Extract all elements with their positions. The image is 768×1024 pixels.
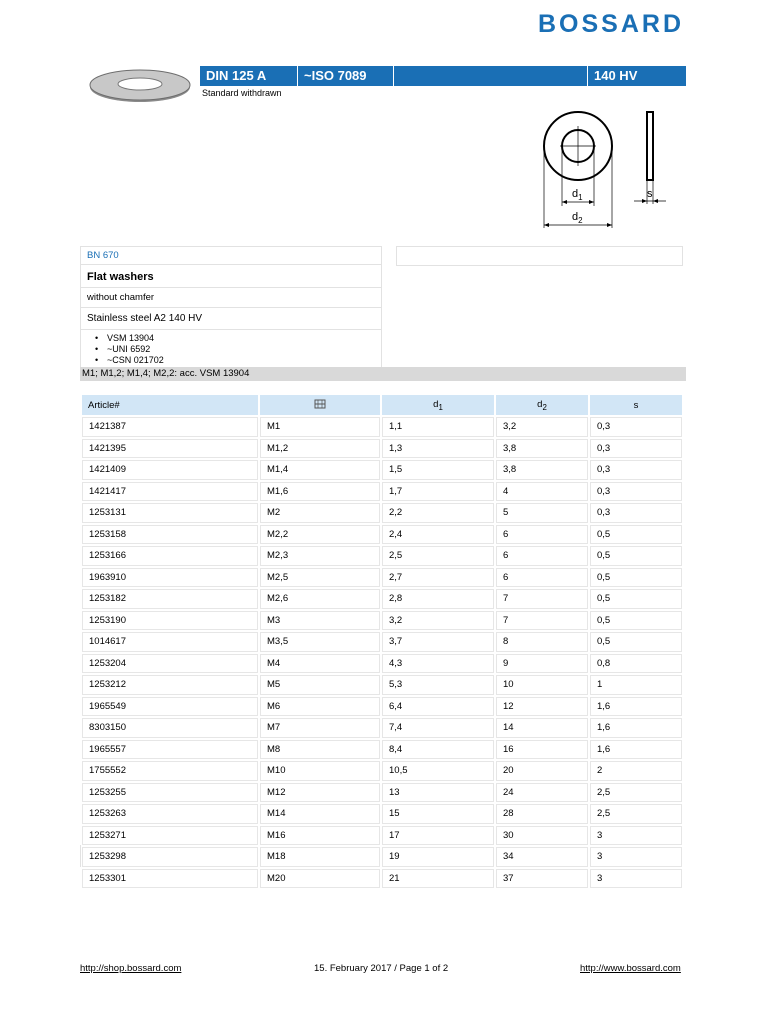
article-cell: 1253166: [82, 546, 258, 566]
footer-shop-link-wrap: [80, 963, 181, 974]
col-thread: [260, 395, 380, 415]
table-row: [82, 568, 682, 588]
status-text: Standard withdrawn: [202, 88, 282, 98]
s-cell: 0,8: [590, 654, 682, 674]
table-row: [82, 740, 682, 760]
d1-cell: 19: [382, 847, 494, 867]
article-cell: 1253298: [82, 847, 258, 867]
d1-cell: 1,1: [382, 417, 494, 437]
table-row: [82, 525, 682, 545]
article-cell: 1421387: [82, 417, 258, 437]
d2-cell: 7: [496, 611, 588, 631]
bossard-logo: BOSSARD: [538, 10, 685, 38]
table-row: [82, 826, 682, 846]
d2-cell: 5: [496, 503, 588, 523]
thread-cell: M8: [260, 740, 380, 760]
d1-cell: 1,3: [382, 439, 494, 459]
footer-site-link[interactable]: http://www.bossard.com: [580, 963, 681, 974]
table-row: [82, 439, 682, 459]
d1-cell: 17: [382, 826, 494, 846]
article-table: [80, 393, 684, 890]
table-row: [82, 460, 682, 480]
s-cell: 0,5: [590, 632, 682, 652]
d2-cell: 12: [496, 697, 588, 717]
s-cell: 3: [590, 847, 682, 867]
s-cell: 2,5: [590, 804, 682, 824]
s-cell: 1,6: [590, 740, 682, 760]
header-hardness: 140 HV: [594, 68, 638, 83]
d1-cell: 2,2: [382, 503, 494, 523]
d2-cell: 28: [496, 804, 588, 824]
article-cell: 1253190: [82, 611, 258, 631]
thread-cell: M14: [260, 804, 380, 824]
article-cell: 1421395: [82, 439, 258, 459]
d1-cell: 5,3: [382, 675, 494, 695]
s-cell: 3: [590, 869, 682, 889]
thread-cell: M6: [260, 697, 380, 717]
s-cell: 0,5: [590, 568, 682, 588]
d2-cell: 6: [496, 568, 588, 588]
article-cell: 1963910: [82, 568, 258, 588]
d2-label: $d_2$: [572, 211, 583, 225]
thread-cell: M5: [260, 675, 380, 695]
product-material: Stainless steel A2 140 HV: [80, 308, 382, 330]
d2-cell: 3,8: [496, 460, 588, 480]
d2-cell: 34: [496, 847, 588, 867]
thread-cell: M2: [260, 503, 380, 523]
s-cell: 1,6: [590, 718, 682, 738]
thread-cell: M2,6: [260, 589, 380, 609]
article-cell: 1421417: [82, 482, 258, 502]
thread-cell: M16: [260, 826, 380, 846]
d1-cell: 8,4: [382, 740, 494, 760]
standard-item: • ~CSN 021702: [95, 355, 375, 366]
d1-cell: 3,7: [382, 632, 494, 652]
d2-cell: 3,8: [496, 439, 588, 459]
table-row: [82, 783, 682, 803]
article-cell: 1421409: [82, 460, 258, 480]
d2-cell: 6: [496, 525, 588, 545]
header-empty: [394, 66, 588, 86]
washer-dimension-drawing: [530, 108, 670, 233]
s-cell: 0,3: [590, 503, 682, 523]
thread-cell: M18: [260, 847, 380, 867]
d1-cell: 7,4: [382, 718, 494, 738]
table-header-row: [82, 395, 682, 415]
article-cell: 1253131: [82, 503, 258, 523]
thread-cell: M2,5: [260, 568, 380, 588]
s-cell: 0,3: [590, 439, 682, 459]
thread-cell: M20: [260, 869, 380, 889]
table-row: [82, 847, 682, 867]
d1-label: $d_1$: [572, 188, 583, 202]
s-cell: 0,3: [590, 482, 682, 502]
table-row: [82, 804, 682, 824]
table-row: [82, 589, 682, 609]
d2-cell: 20: [496, 761, 588, 781]
col-d1: $d_1$: [382, 395, 494, 415]
article-cell: 8303150: [82, 718, 258, 738]
table-row: [82, 718, 682, 738]
washer-photo-icon: [88, 68, 192, 104]
d2-cell: 24: [496, 783, 588, 803]
footer-page-info: 15. February 2017 / Page 1 of 2: [314, 963, 449, 974]
article-cell: 1755552: [82, 761, 258, 781]
d1-cell: 13: [382, 783, 494, 803]
d2-cell: 9: [496, 654, 588, 674]
article-cell: 1965557: [82, 740, 258, 760]
article-cell: 1965549: [82, 697, 258, 717]
standards-list: [87, 333, 375, 366]
d1-cell: 3,2: [382, 611, 494, 631]
bn-number: BN 670: [80, 246, 382, 265]
s-cell: 2: [590, 761, 682, 781]
standards-box: [80, 330, 382, 371]
thread-cell: M1: [260, 417, 380, 437]
d2-cell: 6: [496, 546, 588, 566]
s-cell: 1: [590, 675, 682, 695]
thread-cell: M1,4: [260, 460, 380, 480]
d1-cell: 21: [382, 869, 494, 889]
d1-cell: 6,4: [382, 697, 494, 717]
table-row: [82, 761, 682, 781]
table-row: [82, 611, 682, 631]
col-d2: $d_2$: [496, 395, 588, 415]
empty-info-box: [396, 246, 683, 266]
d1-cell: 2,5: [382, 546, 494, 566]
s-cell: 0,5: [590, 525, 682, 545]
table-row: [82, 546, 682, 566]
d1-cell: 1,7: [382, 482, 494, 502]
article-cell: 1253212: [82, 675, 258, 695]
thread-cell: M3: [260, 611, 380, 631]
col-s: s: [590, 395, 682, 415]
s-cell: 0,5: [590, 589, 682, 609]
thread-size-icon: [314, 399, 326, 409]
article-cell: 1014617: [82, 632, 258, 652]
d2-cell: 8: [496, 632, 588, 652]
header-iso: ~ISO 7089: [298, 66, 394, 86]
s-cell: 0,3: [590, 460, 682, 480]
thread-cell: M10: [260, 761, 380, 781]
table-row: [82, 654, 682, 674]
table-row: [82, 675, 682, 695]
s-cell: 0,3: [590, 417, 682, 437]
thread-cell: M3,5: [260, 632, 380, 652]
d1-cell: 2,7: [382, 568, 494, 588]
note-bar: M1; M1,2; M1,4; M2,2: acc. VSM 13904: [80, 367, 686, 381]
s-cell: 2,5: [590, 783, 682, 803]
thread-cell: M1,2: [260, 439, 380, 459]
footer-shop-link[interactable]: http://shop.bossard.com: [80, 963, 182, 974]
table-row: [82, 869, 682, 889]
d1-cell: 4,3: [382, 654, 494, 674]
article-cell: 1253271: [82, 826, 258, 846]
article-cell: 1253255: [82, 783, 258, 803]
table-row: [82, 632, 682, 652]
thread-cell: M4: [260, 654, 380, 674]
header-bar: [200, 66, 686, 86]
d2-cell: 7: [496, 589, 588, 609]
d2-cell: 14: [496, 718, 588, 738]
thread-cell: M7: [260, 718, 380, 738]
article-cell: 1253204: [82, 654, 258, 674]
d1-cell: 10,5: [382, 761, 494, 781]
header-din: DIN 125 A: [200, 66, 298, 86]
article-cell: 1253301: [82, 869, 258, 889]
standard-item: • VSM 13904: [95, 333, 375, 344]
s-cell: 3: [590, 826, 682, 846]
thread-cell: M12: [260, 783, 380, 803]
col-article: Article#: [82, 395, 258, 415]
d1-cell: 2,4: [382, 525, 494, 545]
d2-cell: 4: [496, 482, 588, 502]
d2-cell: 37: [496, 869, 588, 889]
d2-cell: 16: [496, 740, 588, 760]
d1-cell: 2,8: [382, 589, 494, 609]
standard-item: • ~UNI 6592: [95, 344, 375, 355]
s-cell: 0,5: [590, 611, 682, 631]
table-row: [82, 503, 682, 523]
thread-cell: M1,6: [260, 482, 380, 502]
s-label: s: [647, 188, 653, 200]
table-border-line: [80, 845, 81, 867]
article-cell: 1253158: [82, 525, 258, 545]
article-cell: 1253182: [82, 589, 258, 609]
s-cell: 1,6: [590, 697, 682, 717]
table-row: [82, 482, 682, 502]
product-info-box: [80, 246, 382, 371]
d1-cell: 1,5: [382, 460, 494, 480]
footer-site-link-wrap: [580, 963, 681, 974]
table-row: [82, 697, 682, 717]
d2-cell: 10: [496, 675, 588, 695]
article-cell: 1253263: [82, 804, 258, 824]
d2-cell: 30: [496, 826, 588, 846]
s-cell: 0,5: [590, 546, 682, 566]
product-title: Flat washers: [80, 265, 382, 288]
product-subtitle: without chamfer: [80, 288, 382, 308]
d1-cell: 15: [382, 804, 494, 824]
table-row: [82, 417, 682, 437]
d2-cell: 3,2: [496, 417, 588, 437]
thread-cell: M2,3: [260, 546, 380, 566]
thread-cell: M2,2: [260, 525, 380, 545]
